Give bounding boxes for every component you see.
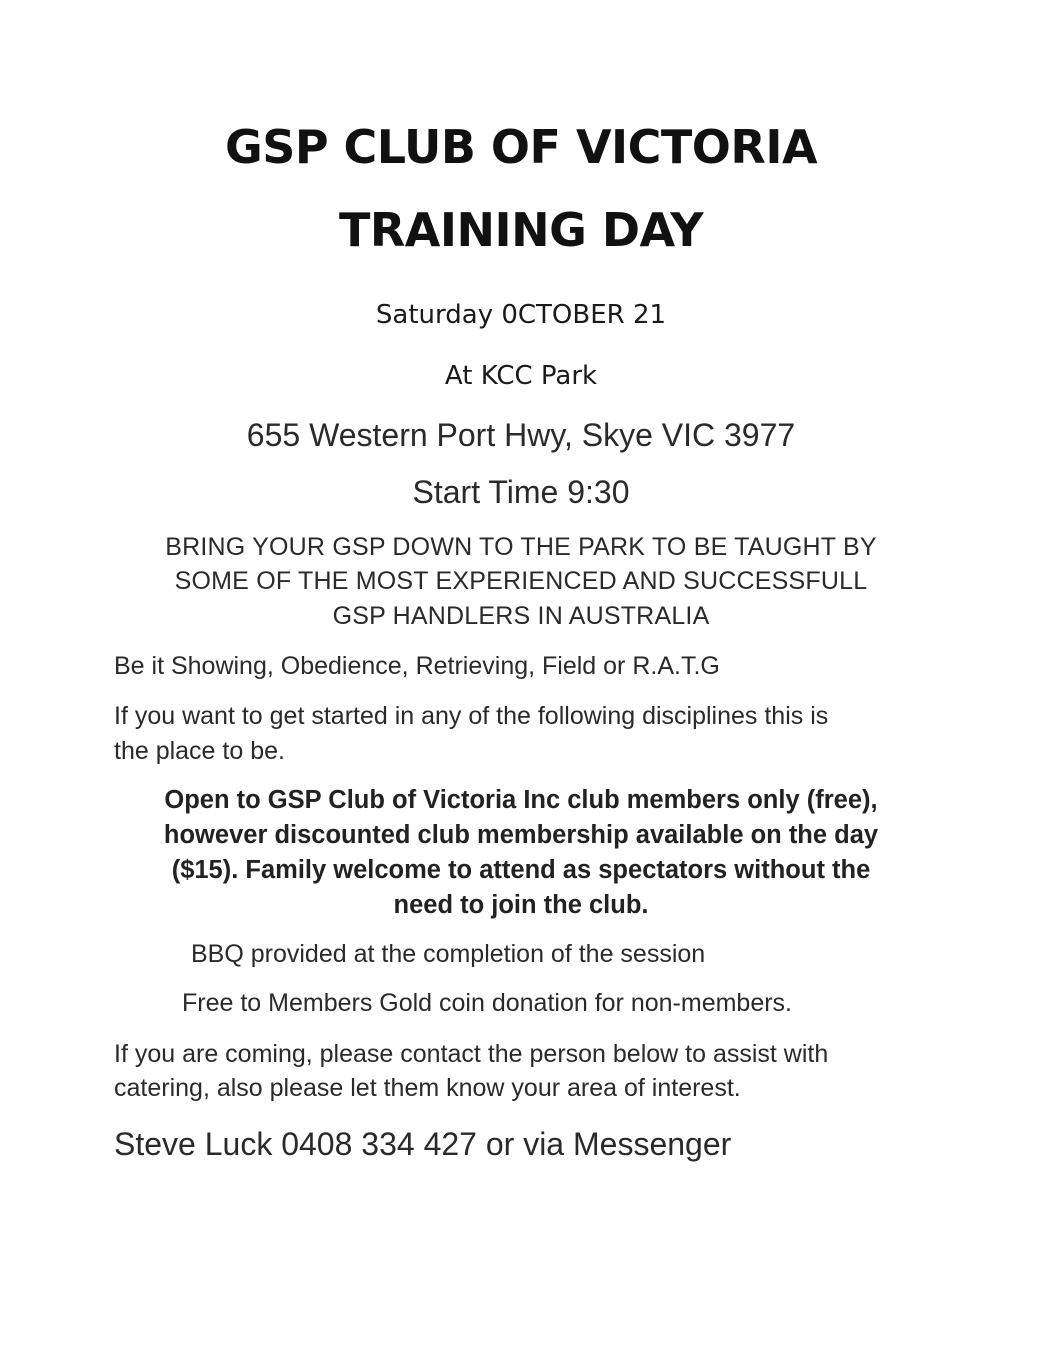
event-venue: At KCC Park: [444, 361, 598, 391]
flyer-title-line-2: TRAINING DAY: [338, 203, 704, 257]
rsvp-line: catering, also please let them know your area of interest.: [114, 1074, 741, 1102]
rsvp-line: If you are coming, please contact the person below to assist with: [114, 1040, 829, 1068]
membership-line: Open to GSP Club of Victoria Inc club members only (free),: [164, 786, 878, 814]
event-start-time: Start Time 9:30: [412, 474, 630, 510]
flyer-title-line-1: GSP CLUB OF VICTORIA: [224, 120, 818, 174]
membership-line: ($15). Family welcome to attend as spectators without the: [171, 856, 871, 884]
intro-line: BRING YOUR GSP DOWN TO THE PARK TO BE TAUGHT BY: [165, 533, 877, 561]
event-date: Saturday 0CTOBER 21: [375, 300, 667, 330]
intro-line: GSP HANDLERS IN AUSTRALIA: [332, 602, 710, 630]
intro-line: SOME OF THE MOST EXPERIENCED AND SUCCESSFULL: [174, 567, 868, 595]
cost-text: Free to Members Gold coin donation for non-members.: [182, 989, 792, 1017]
getting-started-line: the place to be.: [114, 737, 285, 765]
event-address: 655 Western Port Hwy, Skye VIC 3977: [246, 417, 796, 453]
bbq-text: BBQ provided at the completion of the session: [191, 940, 706, 968]
membership-line: however discounted club membership available on the day: [163, 821, 879, 849]
contact-text: Steve Luck 0408 334 427 or via Messenger: [114, 1126, 732, 1162]
disciplines-text: Be it Showing, Obedience, Retrieving, Field or R.A.T.G: [114, 652, 720, 680]
getting-started-line: If you want to get started in any of the following disciplines this is: [114, 702, 829, 730]
membership-line: need to join the club.: [393, 891, 649, 919]
